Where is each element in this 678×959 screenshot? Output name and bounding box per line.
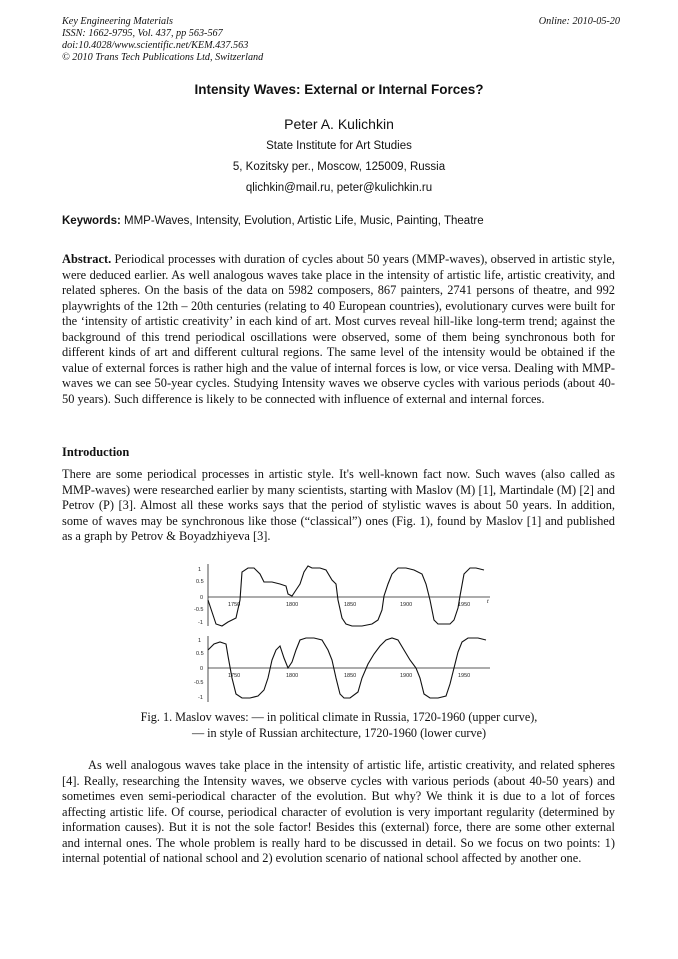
journal-header (62, 16, 263, 64)
copyright: © 2010 Trans Tech Publications Ltd, Switzerland (62, 52, 264, 63)
upper-ytick-1: 1 (198, 567, 202, 573)
lower-xtick-1800: 1800 (286, 673, 299, 679)
keywords-text: MMP-Waves, Intensity, Evolution, Artistic Life, Music, Painting, Theatre (124, 215, 484, 227)
abstract (62, 252, 615, 407)
figure-caption (0, 710, 678, 741)
upper-axis-t: t (487, 599, 489, 605)
keywords (62, 215, 622, 227)
intro-paragraph-2: As well analogous waves take place in the intensity of artistic life, artistic creativity, and related spheres [4]. Really, researching the Intensity waves, we observe cycles with various periods (about 40-50 years) and sometimes even semi-periodical character of the evolution. But why? We think it is due to a lot of forces affecting artistic life. Of course, periodical character of evolution is very important regularity (determined by information causes). But it is not the sole factor! Besides this (external) force, there are some other external and internal ones. The whole problem is really hard to be discussed in detail. So we focus on two points: 1) internal potential of national school and 2) evolution scenario of national school affected by another one. (62, 758, 615, 865)
keywords-label: Keywords: (62, 215, 121, 227)
section-heading-introduction: Introduction (62, 445, 130, 459)
upper-xtick-1900: 1900 (400, 602, 413, 608)
upper-curve (208, 566, 484, 626)
lower-ytick-0: 0 (200, 666, 204, 672)
lower-xtick-1900: 1900 (400, 673, 413, 679)
affiliation-address: 5, Kozitsky per., Moscow, 125009, Russia (232, 161, 446, 173)
lower-ytick-m1: -1 (198, 695, 203, 701)
lower-xtick-1950: 1950 (458, 673, 471, 679)
affiliation-institute: State Institute for Art Studies (266, 140, 412, 152)
upper-xtick-1750: 1750 (228, 602, 241, 608)
author-emails: qlichkin@mail.ru, peter@kulichkin.ru (245, 182, 433, 194)
upper-ytick-05: 0.5 (196, 579, 204, 585)
intro-paragraph-1: There are some periodical processes in artistic style. It's well-known fact now. Such waves (also called as MMP-waves) were researched earlier by many scientists, starting with Maslov (M) [1], Martindale (M) [2] and Petrov (P) [3]. Almost all these works says that the period of stylistic waves is about 50 years. In addition, some of waves may be synchronous like those (“classical”) ones (Fig. 1), found by Maslov [1] and published as a graph by Petrov & Boyadzhiyeva [3]. (62, 467, 615, 543)
lower-ytick-05: 0.5 (196, 651, 204, 657)
doi: doi:10.4028/www.scientific.net/KEM.437.563 (62, 40, 249, 51)
paper-title: Intensity Waves: External or Internal Forces? (194, 82, 484, 97)
lower-xtick-1750: 1750 (228, 673, 241, 679)
upper-xtick-1850: 1850 (344, 602, 357, 608)
upper-xtick-1950: 1950 (458, 602, 471, 608)
figure-maslov-waves (192, 560, 498, 708)
lower-ytick-m05: -0.5 (194, 680, 204, 686)
abstract-label: Abstract. (62, 252, 112, 266)
upper-xtick-1800: 1800 (286, 602, 299, 608)
abstract-text: Periodical processes with duration of cycles about 50 years (MMP-waves), observed in artistic style, were deduced earlier. As well analogous waves take place in the intensity of artistic life, artistic creativity, and related spheres. On the basis of the data on 5982 composers, 867 painters, 2741 persons of theatre, and 992 playwrights of the 12th – 20th centuries (relating to 40 European countries), evolutionary curves were built for the ‘intensity of artistic creativity’ in each kind of art. Most curves reveal hill-like long-term trend; against the background of this trend periodical oscillations were observed, some of them being synchronous both for different kinds of art and different cultural regions. The same level of the intensity would be obtained if the value of external forces is rather high and the value of internal forces is low, or vice versa. Dealing with MMP-waves we can see 50-year cycles. Studying Intensity waves we observe cycles with various periods (about 40-50 years). Such difference is likely to be connected with influence of external and internal forces. (62, 252, 615, 406)
caption-line-2: — in style of Russian architecture, 1720-1960 (lower curve) (191, 725, 487, 740)
lower-xtick-1850: 1850 (344, 673, 357, 679)
journal-name: Key Engineering Materials (62, 16, 173, 27)
caption-line-1: Fig. 1. Maslov waves: — in political climate in Russia, 1720-1960 (upper curve), (140, 710, 538, 724)
upper-ytick-0: 0 (200, 595, 204, 601)
upper-ytick-m1: -1 (198, 620, 203, 626)
lower-ytick-1: 1 (198, 638, 202, 644)
online-date: Online: 2010-05-20 (538, 16, 620, 27)
issn: ISSN: 1662-9795, Vol. 437, pp 563-567 (62, 28, 223, 39)
upper-ytick-m05: -0.5 (194, 607, 204, 613)
author-name: Peter A. Kulichkin (284, 116, 394, 132)
